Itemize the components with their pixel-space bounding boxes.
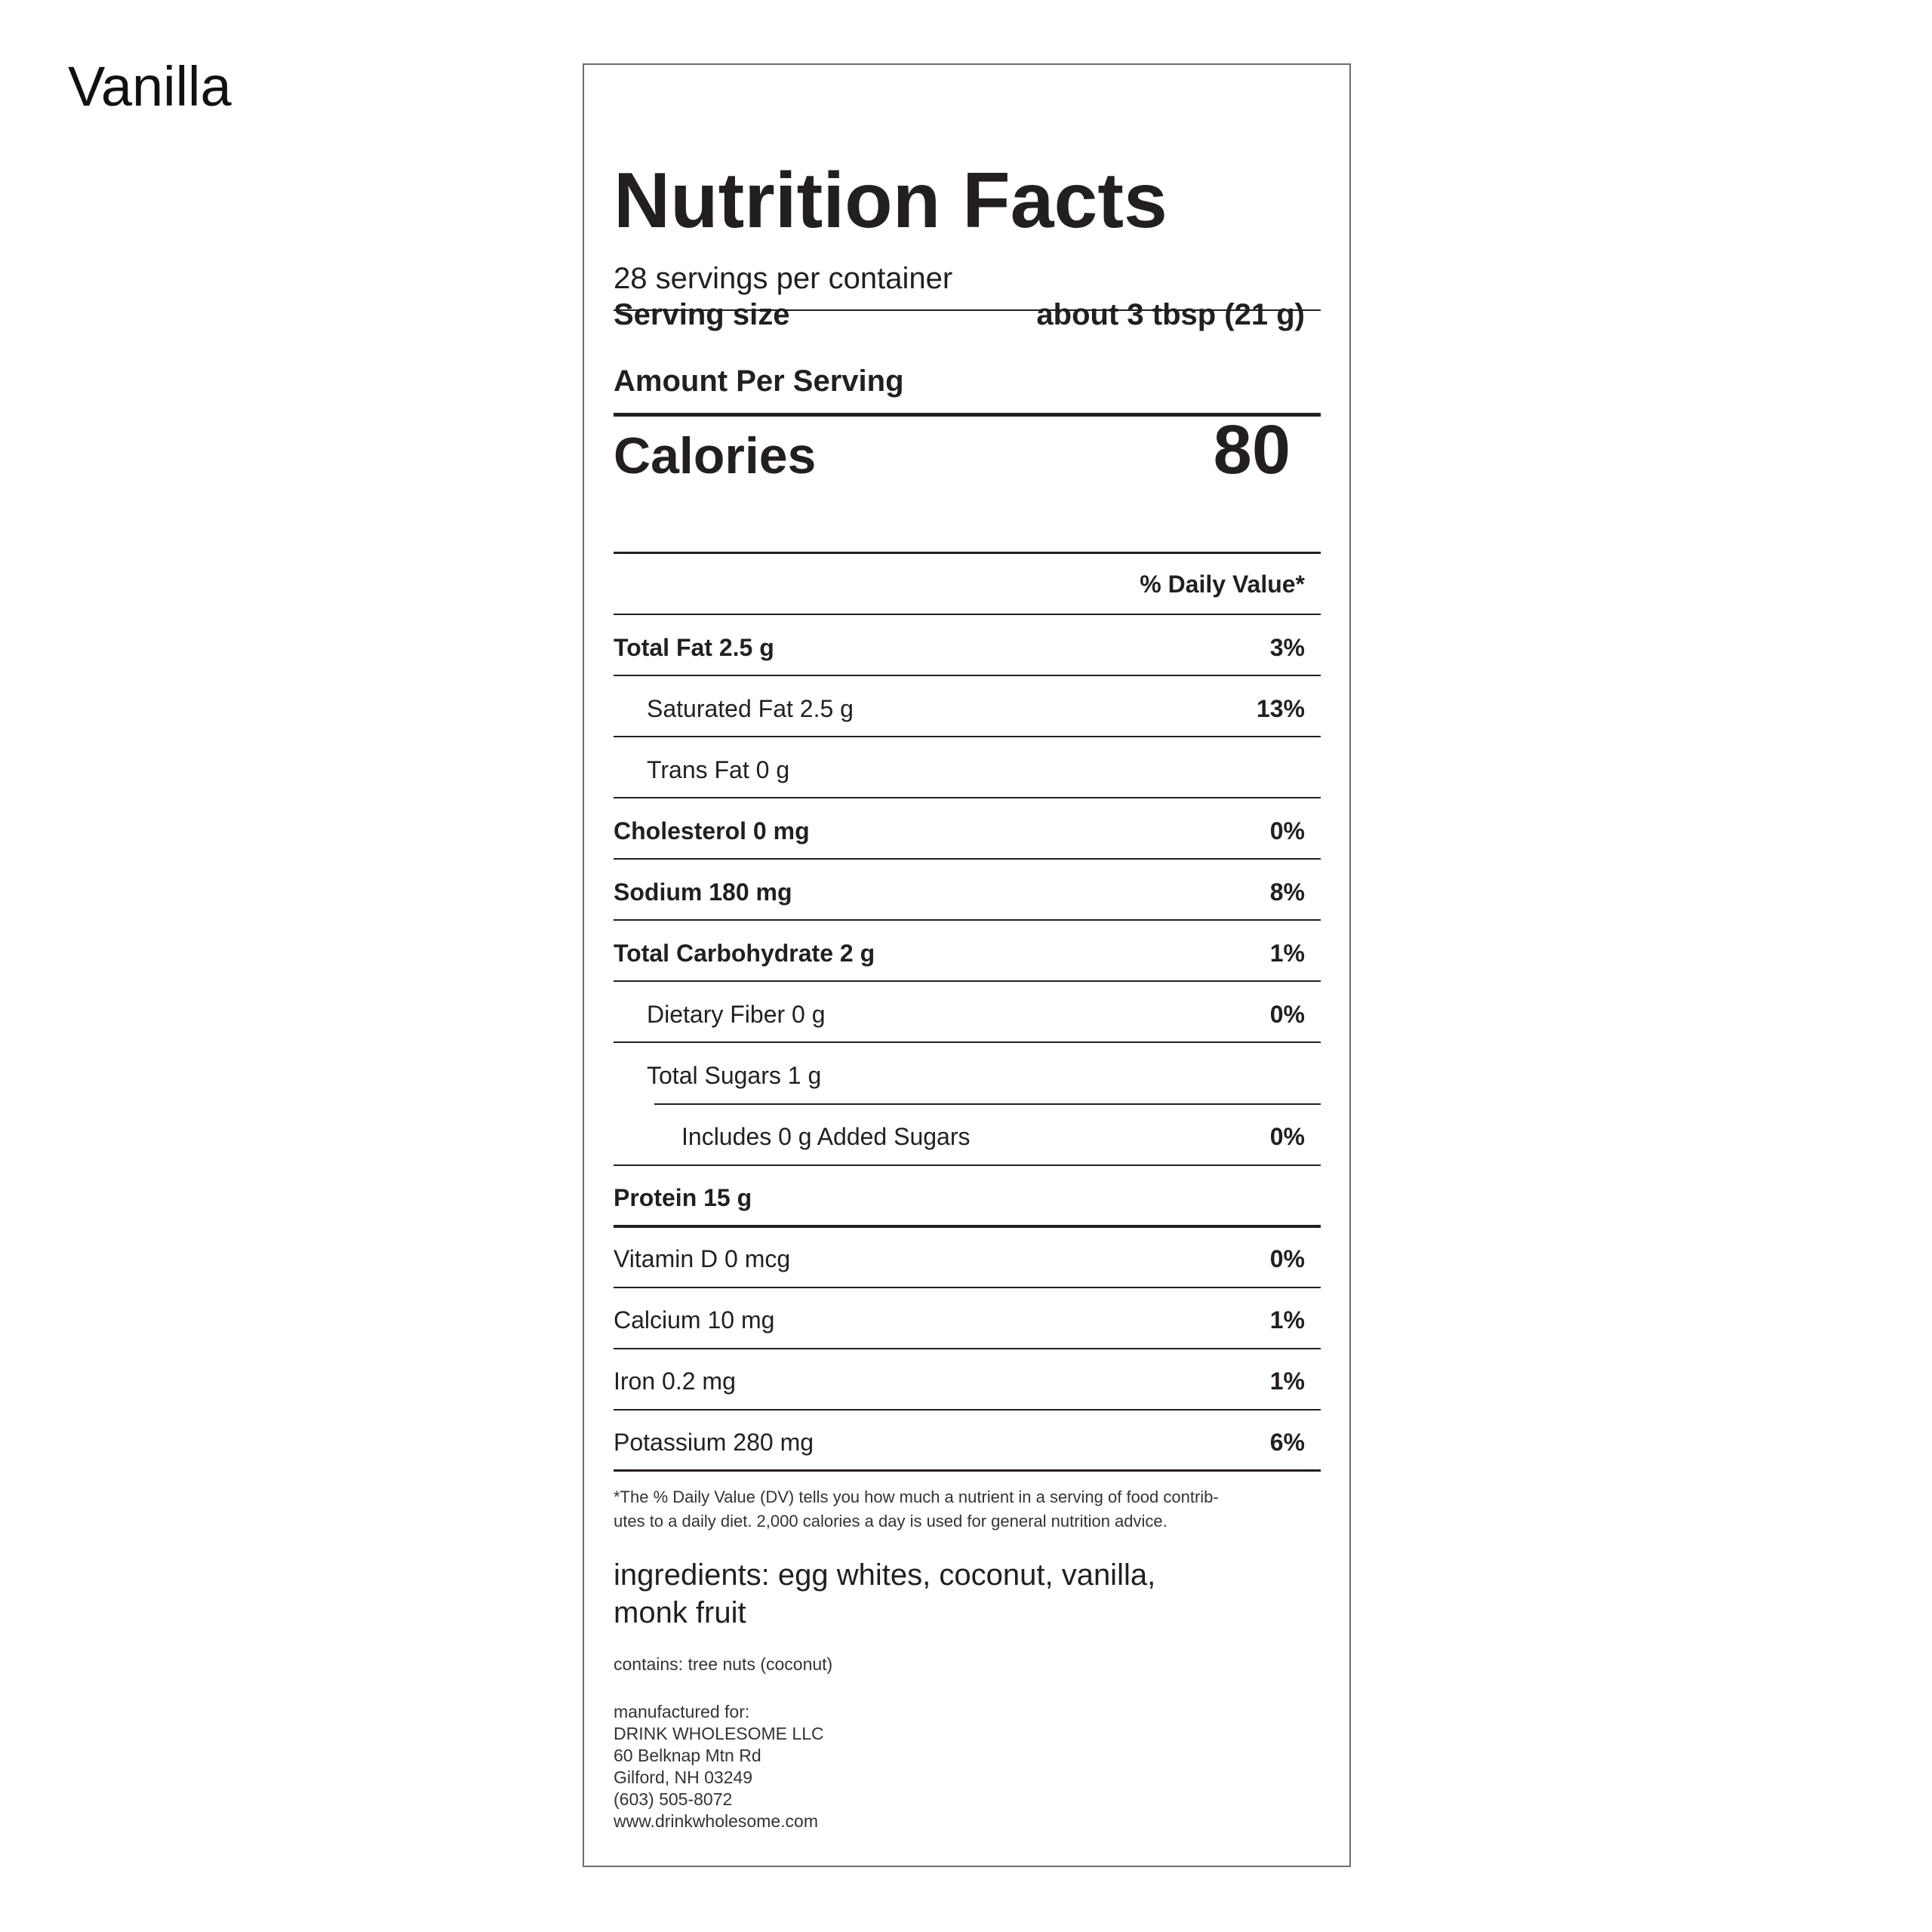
vitamin-percent: 6%	[1269, 1429, 1305, 1456]
ingredients	[614, 1556, 1217, 1632]
nutrition-facts-label	[583, 63, 1351, 1867]
flavor-title: Vanilla	[68, 55, 232, 118]
vitamin-name: Calcium 10 mg	[614, 1306, 775, 1334]
divider	[614, 858, 1321, 860]
vitamin-row-vitamin-d	[614, 1244, 1305, 1274]
nutrient-row-total-fat	[614, 632, 1305, 663]
vitamin-percent: 1%	[1269, 1306, 1305, 1334]
divider	[614, 1348, 1321, 1349]
nutrient-row-dietary-fiber	[614, 999, 1305, 1029]
nutrient-percent: 0%	[1269, 1001, 1305, 1028]
nutrient-name: Protein 15 g	[614, 1184, 752, 1211]
footnote-line: *The % Daily Value (DV) tells you how much a nutrient in a serving of food contrib-	[614, 1487, 1219, 1506]
vitamin-name: Vitamin D 0 mcg	[614, 1245, 791, 1272]
nutrient-name: Trans Fat 0 g	[647, 756, 790, 783]
nutrient-percent: 13%	[1256, 695, 1305, 722]
label-title: Nutrition Facts	[614, 157, 1168, 245]
manufacturer-phone: (603) 505-8072	[614, 1789, 733, 1809]
nutrient-percent: 0%	[1269, 1123, 1305, 1150]
nutrient-row-cholesterol	[614, 816, 1305, 846]
divider	[614, 1409, 1321, 1411]
nutrient-row-total-sugars	[614, 1060, 1305, 1091]
manufacturer-name: DRINK WHOLESOME LLC	[614, 1724, 824, 1743]
nutrient-percent: 3%	[1269, 634, 1305, 661]
serving-size-value: about 3 tbsp (21 g)	[1036, 298, 1305, 331]
amount-per-serving: Amount Per Serving	[614, 365, 904, 398]
nutrient-name: Includes 0 g Added Sugars	[681, 1123, 971, 1150]
vitamin-name: Iron 0.2 mg	[614, 1367, 736, 1395]
bottom-divider	[614, 1469, 1321, 1472]
nutrient-row-trans-fat	[614, 755, 1305, 785]
nutrient-name: Cholesterol 0 mg	[614, 817, 810, 844]
nutrient-percent: 1%	[1269, 940, 1305, 967]
nutrient-row-sodium	[614, 877, 1305, 907]
nutrient-name: Total Fat 2.5 g	[614, 634, 774, 661]
nutrient-percent: 8%	[1269, 878, 1305, 906]
divider	[614, 1287, 1321, 1288]
vitamin-percent: 1%	[1269, 1367, 1305, 1395]
nutrient-name: Total Carbohydrate 2 g	[614, 940, 875, 967]
manufacturer-line: manufactured for:	[614, 1702, 750, 1721]
calories-value: 80	[1213, 411, 1291, 488]
divider	[614, 736, 1321, 737]
ingredients-line: monk fruit	[614, 1596, 746, 1629]
divider	[614, 980, 1321, 982]
nutrient-name: Total Sugars 1 g	[647, 1062, 822, 1089]
vitamin-row-iron	[614, 1366, 1305, 1396]
allergen-statement: contains: tree nuts (coconut)	[614, 1654, 833, 1674]
calories-label: Calories	[614, 427, 817, 485]
vitamin-row-calcium	[614, 1305, 1305, 1335]
servings-per-container: 28 servings per container	[614, 262, 953, 295]
nutrient-name: Saturated Fat 2.5 g	[647, 695, 854, 722]
divider	[614, 675, 1321, 676]
nutrient-percent: 0%	[1269, 817, 1305, 844]
nutrient-row-protein	[614, 1183, 1305, 1213]
manufacturer-website: www.drinkwholesome.com	[614, 1811, 818, 1831]
daily-value-footnote	[614, 1485, 1321, 1534]
nutrient-row-added-sugars	[614, 1121, 1305, 1152]
vitamin-percent: 0%	[1269, 1245, 1305, 1272]
divider	[614, 614, 1321, 615]
footnote-line: utes to a daily diet. 2,000 calories a day is used for general nutrition advice.	[614, 1512, 1168, 1531]
divider	[614, 797, 1321, 798]
calories-divider	[614, 552, 1321, 554]
manufacturer-address: 60 Belknap Mtn Rd	[614, 1746, 761, 1765]
vitamin-name: Potassium 280 mg	[614, 1429, 814, 1456]
divider	[614, 919, 1321, 921]
daily-value-header: % Daily Value*	[1140, 571, 1305, 598]
nutrient-name: Dietary Fiber 0 g	[647, 1001, 826, 1028]
serving-size-label: Serving size	[614, 298, 790, 331]
divider	[654, 1103, 1321, 1105]
nutrient-row-total-carbohydrate	[614, 938, 1305, 968]
divider	[614, 1164, 1321, 1166]
ingredients-line: ingredients: egg whites, coconut, vanilla,	[614, 1558, 1156, 1592]
nutrient-name: Sodium 180 mg	[614, 878, 792, 906]
nutrient-row-saturated-fat	[614, 694, 1305, 724]
thick-divider	[614, 1225, 1321, 1228]
divider	[614, 1041, 1321, 1043]
vitamin-row-potassium	[614, 1427, 1305, 1457]
manufacturer-info	[614, 1701, 824, 1832]
manufacturer-city: Gilford, NH 03249	[614, 1767, 753, 1787]
serving-size-row	[614, 296, 1305, 334]
